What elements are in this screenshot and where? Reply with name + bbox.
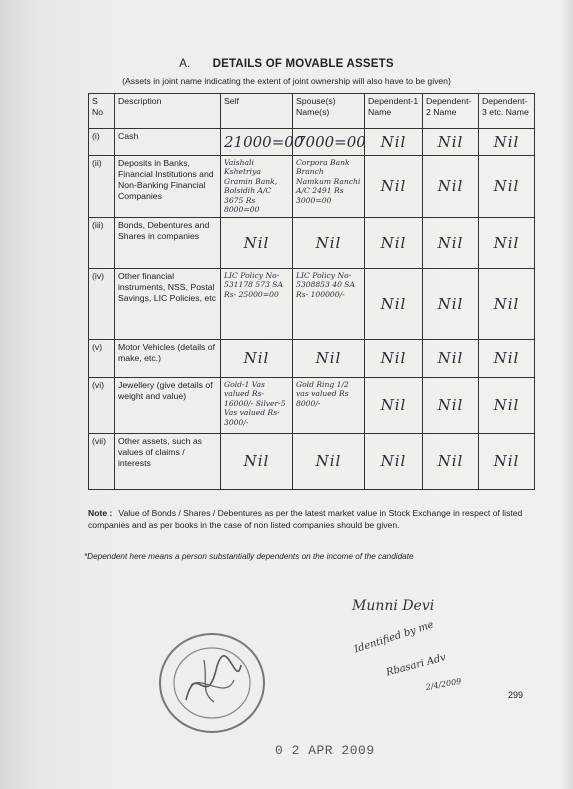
date-stamp: 0 2 APR 2009 [275,743,375,758]
self-value: Nil [221,217,293,268]
dependent-3-value: Nil [479,156,535,218]
dependent-definition-note: *Dependent here means a person substantially dependents on the income of the candidate [84,552,414,561]
table-row [89,156,535,218]
note-text: Value of Bonds / Shares / Debentures as per the latest market value in Stock Exchange in respect of listed companies and as per books in the case of non listed companies should be given. [88,508,523,531]
dependent-2-value: Nil [423,129,479,156]
table-row [89,268,535,339]
dependent-1-value: Nil [365,377,423,433]
header-self: Self [221,94,293,129]
table-row [89,433,535,489]
row-number: (vi) [89,377,115,433]
dependent-1-value: Nil [365,268,423,339]
dependent-2-value: Nil [423,377,479,433]
row-description: Deposits in Banks, Financial Institutions and Non-Banking Financial Companies [115,156,221,218]
identifier-signature: Rbasari Adv [385,652,448,679]
spouse-value: Gold Ring 1/2 vas valued Rs 8000/- [293,377,365,433]
row-description: Other assets, such as values of claims / interests [115,433,221,489]
note-label: Note : [88,508,113,518]
spouse-value: Nil [293,339,365,377]
table-header-row [89,94,535,129]
dependent-2-value: Nil [423,339,479,377]
self-value: Nil [221,433,293,489]
dependent-3-value: Nil [479,217,535,268]
dependent-2-value: Nil [423,156,479,218]
dependent-3-value: Nil [479,339,535,377]
dependent-1-value: Nil [365,433,423,489]
row-description: Bonds, Debentures and Shares in companies [115,217,221,268]
spouse-value: Nil [293,217,365,268]
spouse-value: 7000=00 [293,129,365,156]
row-number: (v) [89,339,115,377]
row-number: (i) [89,129,115,156]
row-description: Jewellery (give details of weight and value) [115,377,221,433]
self-value: LIC Policy No- 531178 573 SA Rs- 25000=00 [221,268,293,339]
section-title: DETAILS OF MOVABLE ASSETS [212,58,394,70]
official-seal-stamp [156,630,268,736]
header-dependent-2: Dependent-2 Name [423,94,479,129]
spouse-value: LIC Policy No- 5308853 40 SA Rs- 100000/- [293,268,365,339]
dependent-2-value: Nil [423,433,479,489]
row-number: (iii) [89,217,115,268]
header-dependent-1: Dependent-1 Name [365,94,423,129]
identifier-date: 2/4/2009 [425,676,462,692]
self-value: Vaishali Kshetriya Gramin Bank, Bolsidih A/C 3675 Rs 8000=00 [221,156,293,218]
row-description: Motor Vehicles (details of make, etc.) [115,339,221,377]
candidate-signature: Munni Devi [352,598,435,614]
header-description: Description [115,94,221,129]
row-number: (ii) [89,156,115,218]
row-description: Other financial instruments, NSS, Postal Savings, LIC Policies, etc [115,268,221,339]
header-sno: S No [89,94,115,129]
page-number: 299 [508,690,524,700]
row-number: (vii) [89,433,115,489]
table-row [89,377,535,433]
section-letter: A. [179,58,191,70]
self-value: Gold-1 Vas valued Rs-16000/- Silver-5 Vas valued Rs-3000/- [221,377,293,433]
dependent-3-value: Nil [479,129,535,156]
dependent-3-value: Nil [479,268,535,339]
dependent-1-value: Nil [365,339,423,377]
dependent-2-value: Nil [423,217,479,268]
row-number: (iv) [89,268,115,339]
dependent-1-value: Nil [365,156,423,218]
self-value: Nil [221,339,293,377]
header-spouse: Spouse(s) Name(s) [293,94,365,129]
row-description: Cash [115,129,221,156]
table-row [89,339,535,377]
spouse-value: Corpora Bank Branch Namkum Ranchi A/C 2491 Rs 3000=00 [293,156,365,218]
dependent-1-value: Nil [365,129,423,156]
section-subtitle: (Assets in joint name indicating the extent of joint ownership will also have to be given) [122,76,451,86]
dependent-3-value: Nil [479,433,535,489]
spouse-value: Nil [293,433,365,489]
header-dependent-3: Dependent-3 etc. Name [479,94,535,129]
self-value: 21000=00 [221,129,293,156]
section-heading [0,58,573,70]
dependent-3-value: Nil [479,377,535,433]
movable-assets-table [88,93,535,490]
table-row [89,129,535,156]
market-value-note [88,507,534,532]
identified-by-note: Identified by me [353,619,436,656]
dependent-2-value: Nil [423,268,479,339]
dependent-1-value: Nil [365,217,423,268]
table-row [89,217,535,268]
